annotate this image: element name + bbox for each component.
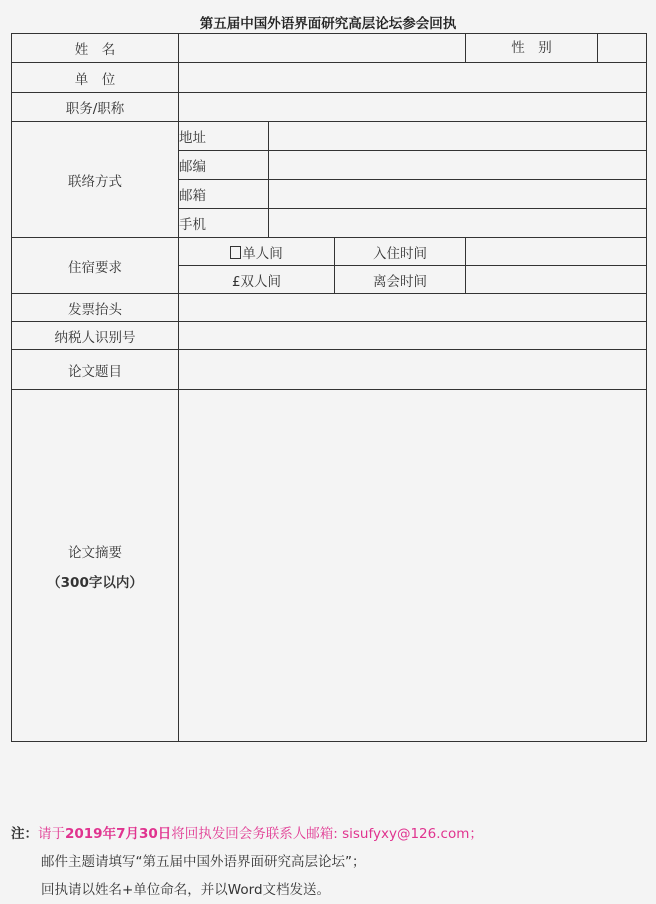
row-abstract [12,390,647,742]
form-title: 第五届中国外语界面研究高层论坛参会回执 [199,16,457,32]
note-label: 注： [11,826,38,842]
note-line-3: 回执请以姓名+单位命名，并以Word文档发送。 [41,882,331,898]
single-room-label: 单人间 [242,245,283,262]
taxid-label: 纳税人识别号 [12,322,179,350]
invoice-label: 发票抬头 [12,294,179,322]
paper-title-label: 论文题目 [12,350,179,390]
checkbox-icon[interactable] [230,246,241,259]
abstract-limit-note: （300字以内） [47,574,143,591]
double-room-label: 双人间 [240,273,282,290]
row-name [12,34,647,63]
note-deadline-text: 将回执发回会务联系人邮箱: sisufyxy@126.com； [171,826,483,842]
contact-label: 联络方式 [12,122,179,238]
contact-phone-label: 手机 [179,209,269,238]
double-room-option[interactable] [179,266,335,294]
gender-field[interactable] [598,34,646,62]
note-deadline-date: 2019年7月30日 [65,826,172,842]
taxid-field[interactable] [179,322,647,350]
row-invoice [12,294,647,322]
position-field[interactable] [179,93,647,122]
checkout-label: 离会时间 [335,266,466,294]
position-label: 职务/职称 [12,93,179,122]
checkin-label: 入住时间 [335,238,466,266]
contact-address-field[interactable] [269,122,647,151]
name-field[interactable] [179,34,466,63]
invoice-field[interactable] [179,294,647,322]
row-paper-title [12,350,647,390]
lodging-label: 住宿要求 [12,238,179,294]
abstract-field[interactable] [179,390,647,742]
note-line-1 [11,820,651,848]
contact-postcode-label: 邮编 [179,151,269,180]
gender-cell [466,34,647,63]
contact-address-label: 地址 [179,122,269,151]
abstract-label: 论文摘要 [68,544,122,561]
org-label: 单 位 [12,63,179,93]
org-field[interactable] [179,63,647,93]
row-taxid [12,322,647,350]
note-deadline-prefix: 请于 [38,826,65,842]
registration-form-table [11,33,647,742]
paper-title-field[interactable] [179,350,647,390]
contact-postcode-field[interactable] [269,151,647,180]
contact-phone-field[interactable] [269,209,647,238]
abstract-label-cell [12,390,179,742]
name-label: 姓 名 [12,34,179,63]
checkin-field[interactable] [466,238,647,266]
row-org [12,63,647,93]
note-section [11,820,651,904]
gender-label: 性 别 [466,34,598,62]
double-room-marker: £ [231,273,241,290]
checkout-field[interactable] [466,266,647,294]
row-position [12,93,647,122]
note-line-2: 邮件主题请填写“第五届中国外语界面研究高层论坛”； [41,854,366,870]
contact-email-field[interactable] [269,180,647,209]
row-contact-address [12,122,647,151]
row-lodging-single [12,238,647,266]
single-room-option[interactable] [179,238,335,266]
contact-email-label: 邮箱 [179,180,269,209]
